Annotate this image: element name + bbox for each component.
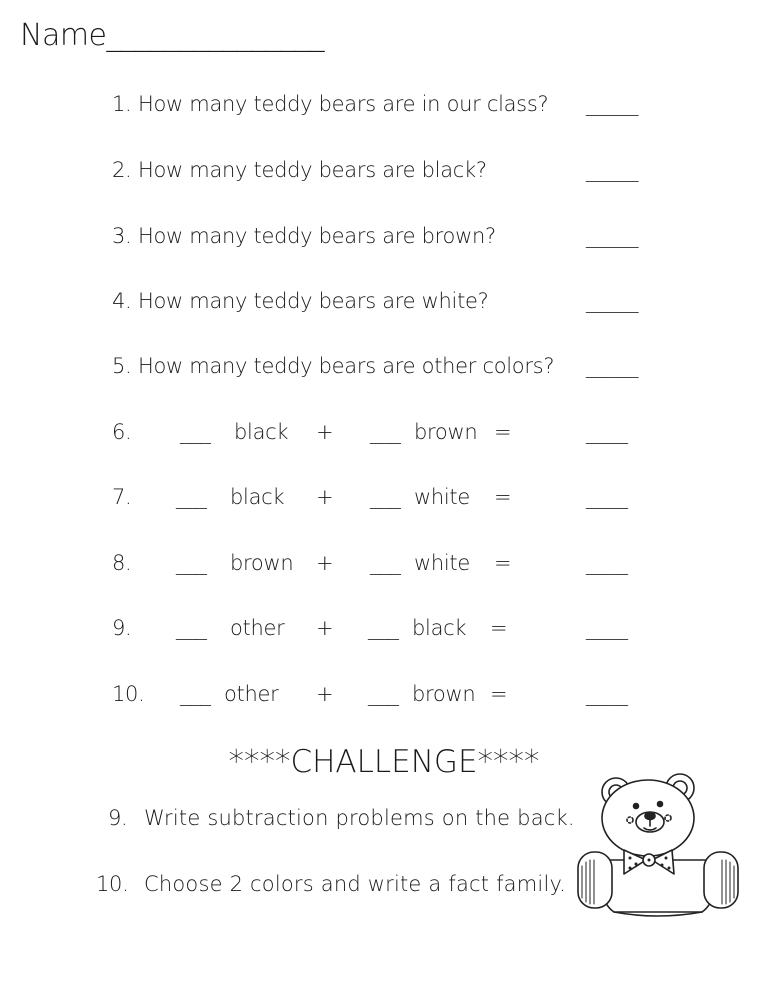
color-1: brown xyxy=(230,551,294,575)
color-1: other xyxy=(224,682,279,706)
question-text: How many teddy bears are white? xyxy=(138,289,489,313)
equation-number: 10. xyxy=(112,682,145,706)
challenge-text: Write subtraction problems on the back. xyxy=(144,806,575,830)
equals-sign: = xyxy=(494,420,512,444)
color-1: other xyxy=(230,616,285,640)
color-2: white xyxy=(414,551,470,575)
question-number: 2. xyxy=(112,158,132,182)
challenge-number: 10. xyxy=(96,872,129,896)
blank-1[interactable]: ___ xyxy=(180,420,211,444)
color-2: brown xyxy=(412,682,476,706)
plus-sign: + xyxy=(316,551,334,575)
blank-2[interactable]: ___ xyxy=(370,420,401,444)
answer-blank[interactable]: ____ xyxy=(586,682,628,706)
equals-sign: = xyxy=(494,551,512,575)
equation-number: 8. xyxy=(112,551,132,575)
blank-2[interactable]: ___ xyxy=(368,682,399,706)
plus-sign: + xyxy=(316,485,334,509)
color-2: brown xyxy=(414,420,478,444)
blank-1[interactable]: ___ xyxy=(176,485,207,509)
plus-sign: + xyxy=(316,420,334,444)
answer-blank[interactable]: _____ xyxy=(586,354,639,378)
answer-blank[interactable]: ____ xyxy=(586,485,628,509)
name-blank[interactable]: _______________ xyxy=(106,18,325,53)
blank-1[interactable]: ___ xyxy=(180,682,211,706)
color-1: black xyxy=(234,420,289,444)
question-number: 1. xyxy=(112,92,132,116)
blank-1[interactable]: ___ xyxy=(176,616,207,640)
answer-blank[interactable]: _____ xyxy=(586,158,639,182)
color-2: white xyxy=(414,485,470,509)
equation-number: 9. xyxy=(112,616,132,640)
question-text: How many teddy bears are black? xyxy=(138,158,487,182)
question-text: How many teddy bears are other colors? xyxy=(138,354,555,378)
color-1: black xyxy=(230,485,285,509)
challenge-number: 9. xyxy=(108,806,128,830)
question-number: 4. xyxy=(112,289,132,313)
answer-blank[interactable]: ____ xyxy=(586,616,628,640)
challenge-title: ****CHALLENGE**** xyxy=(228,744,540,780)
name-label: Name xyxy=(20,18,107,53)
challenge-text: Choose 2 colors and write a fact family. xyxy=(144,872,566,896)
equals-sign: = xyxy=(494,485,512,509)
color-2: black xyxy=(412,616,467,640)
answer-blank[interactable]: ____ xyxy=(586,551,628,575)
plus-sign: + xyxy=(316,682,334,706)
blank-1[interactable]: ___ xyxy=(176,551,207,575)
teddy-bear-icon xyxy=(574,770,742,918)
equation-number: 7. xyxy=(112,485,132,509)
blank-2[interactable]: ___ xyxy=(370,551,401,575)
plus-sign: + xyxy=(316,616,334,640)
equals-sign: = xyxy=(490,616,508,640)
blank-2[interactable]: ___ xyxy=(370,485,401,509)
question-text: How many teddy bears are in our class? xyxy=(138,92,549,116)
blank-2[interactable]: ___ xyxy=(368,616,399,640)
equals-sign: = xyxy=(490,682,508,706)
question-number: 3. xyxy=(112,224,132,248)
answer-blank[interactable]: _____ xyxy=(586,224,639,248)
answer-blank[interactable]: _____ xyxy=(586,289,639,313)
question-number: 5. xyxy=(112,354,132,378)
answer-blank[interactable]: _____ xyxy=(586,92,639,116)
question-text: How many teddy bears are brown? xyxy=(138,224,496,248)
answer-blank[interactable]: ____ xyxy=(586,420,628,444)
name-line xyxy=(20,18,324,53)
equation-number: 6. xyxy=(112,420,132,444)
